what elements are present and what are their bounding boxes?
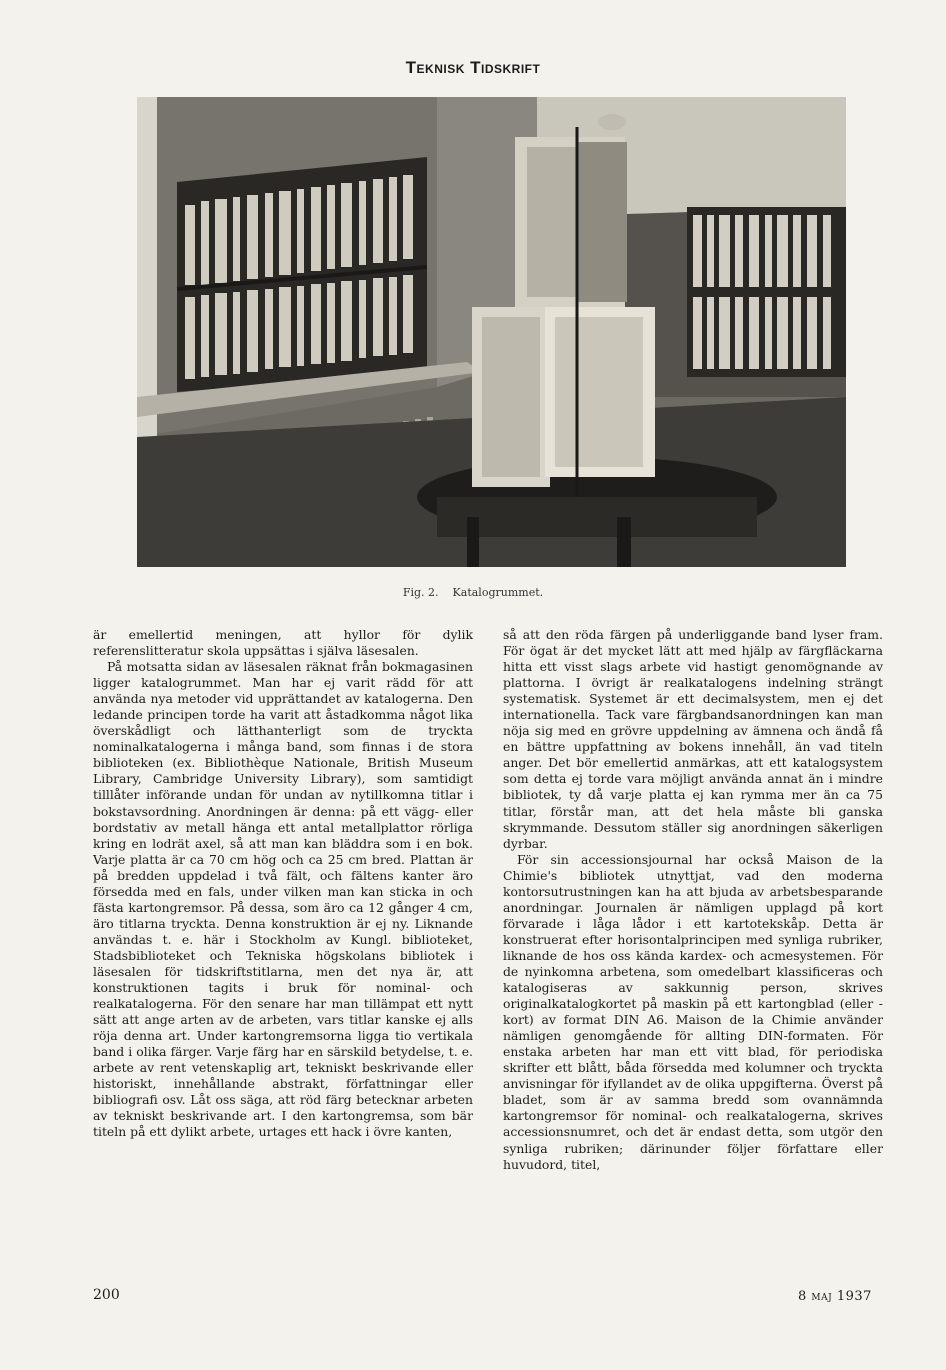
photo-illustration <box>137 97 846 567</box>
issue-date: 8 maj 1937 <box>798 1289 872 1304</box>
figure-caption-text: Katalogrummet. <box>452 586 544 599</box>
right-column <box>503 627 883 1173</box>
figure-caption <box>0 586 946 599</box>
journal-title: Teknisk Tidskrift <box>405 58 541 77</box>
paragraph: På motsatta sidan av läsesalen räknat från bokmagasinen ligger katalogrummet. Man har ej varit rädd för att använda nya metoder vid upprättandet av katalogerna. Den ledande principen torde ha varit att åstadkomma något lika överskådligt och lätthanterligt som de tryckta nominalkatalogerna i många band, som finnas i de stora biblioteken (ex. Bibliothèque Nationale, British Museum Library, Cambridge University Library), som samtidigt tilllåter införande undan för undan av nytillkomna titlar i bokstavsordning. Anordningen är denna: på ett vägg- eller bordstativ av metall hänga ett antal metallplattor rörliga kring en lodrät axel, så att man kan bläddra som i en bok. Varje platta är ca 70 cm hög och ca 25 cm bred. Plattan är på bredden uppdelad i två fält, och fältens kanter äro försedda med en fals, under vilken man kan sticka in och fästa kartongremsor. På dessa, som äro ca 12 gånger 4 cm, äro titlarna tryckta. Denna konstruktion är ej ny. Liknande användas t. e. här i Stockholm av Kungl. biblioteket, Stadsbiblioteket och Tekniska högskolans bibliotek i läsesalen för tidskriftstitlarna, men det nya är, att konstruktionen tagits i bruk för nominal- och realkatalogerna. För den senare har man tillämpat ett nytt sätt att ange arten av de arbeten, vars titlar kanske ej alls röja denna art. Under kartongremsorna ligga tio vertikala band i olika färger. Varje färg har en särskild betydelse, t. e. arbete av rent vetenskaplig art, tekniskt beskrivande eller historiskt, innehållande abstrakt, författningar eller bibliografi osv. Låt oss säga, att röd färg betecknar arbeten av tekniskt beskrivande art. I den kartongremsa, som bär titeln på ett dylikt arbete, urtages ett hack i övre kanten, <box>93 659 473 1140</box>
figure-label: Fig. 2. <box>402 586 439 599</box>
page-number: 200 <box>93 1287 120 1303</box>
left-column <box>93 627 473 1141</box>
paragraph: För sin accessionsjournal har också Maison de la Chimie's bibliotek utnyttjat, vad den moderna kontorsutrustningen kan ha att bjuda av arbetsbesparande anordningar. Journalen är nämligen upplagd på kort förvarade i låga lådor i ett kartotekskåp. Detta är konstruerat efter horisontalprincipen med synliga rubriker, liknande de hos oss kända kardex- och acmesystemen. För de nyinkomna arbetena, som omedelbart klassificeras och katalogiseras av sakkunnig person, skrives originalkatalogkortet på maskin på ett kartongblad (eller -kort) av format DIN A6. Maison de la Chimie använder nämligen genomgående för allting DIN-formaten. För enstaka arbeten har man ett vitt blad, för periodiska skrifter ett blått, båda försedda med kolumner och tryckta anvisningar för ifyllandet av de olika uppgifterna. Överst på bladet, som är av samma bredd som ovannämnda kartongremsor för nominal- och realkatalogerna, skrives accessionsnumret, och det är endast detta, som utgör den synliga rubriken; därinunder följer författare eller huvudord, titel, <box>503 851 883 1172</box>
paragraph: så att den röda färgen på underliggande band lyser fram. För ögat är det mycket lätt att med hjälp av färgfläckarna hitta ett visst slags arbete vid hastigt genomögnande av plattorna. I övrigt är realkatalogens indelning strängt systematisk. Systemet är ett decimalsystem, men ej det internationella. Tack vare färgbandsanordningen kan man nöja sig med en grövre uppdelning av ämnena och ändå få en bättre uppfattning av bokens innehåll, än vad titeln anger. Det bör emellertid anmärkas, att ett katalogsystem som detta ej torde vara möjligt använda annat än i mindre bibliotek, ty då varje platta ej kan rymma mer än ca 75 titlar, förstår man, att det hela måste bli ganska skrymmande. Dessutom ställer sig anordningen säkerligen dyrbar. <box>503 627 883 851</box>
paragraph: är emellertid meningen, att hyllor för dylik referenslitteratur skola uppsättas i själva läsesalen. <box>93 627 473 659</box>
figure-photo-catalog-room <box>137 97 846 567</box>
